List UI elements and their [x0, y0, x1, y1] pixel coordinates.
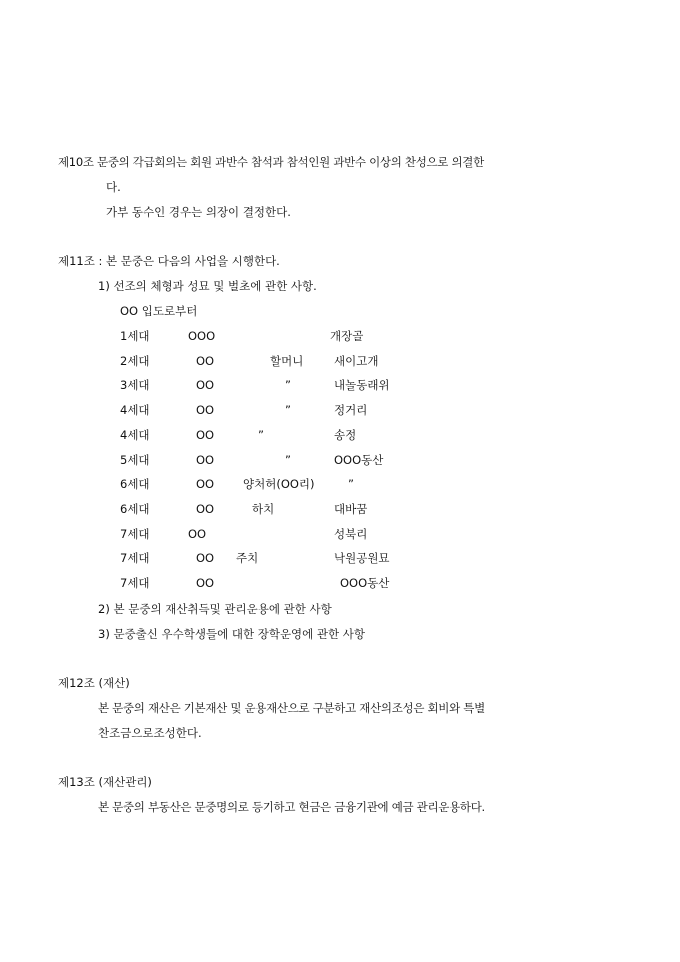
art11-item3: 3) 문중출신 우수학생들에 대한 장학운영에 관한 사항	[98, 627, 366, 641]
relation-cell: ”	[258, 427, 264, 442]
generation-cell: 6세대	[120, 501, 150, 516]
burial-place-cell: 개장골	[330, 329, 364, 343]
art10-line3: 가부 동수인 경우는 의장이 결정한다.	[106, 205, 291, 219]
burial-place-cell: OOO동산	[340, 576, 390, 590]
relation-cell: 하치	[252, 501, 275, 516]
generation-cell: 7세대	[120, 551, 150, 566]
relation-cell: ”	[285, 378, 291, 393]
relation-cell: 양처허(OO리)	[243, 477, 315, 492]
name-cell: OO	[196, 353, 215, 368]
burial-place-cell: 성북리	[334, 526, 368, 541]
name-cell: OO	[196, 477, 215, 492]
burial-place-cell: ”	[348, 477, 354, 492]
relation-cell: 주치	[236, 551, 259, 566]
name-cell: OO	[196, 403, 215, 418]
generation-cell: 5세대	[120, 452, 150, 467]
name-cell: OOO	[188, 329, 216, 343]
art12-line1: 본 문중의 재산은 기본재산 및 운용재산으로 구분하고 재산의조성은 회비와 특별	[98, 701, 485, 715]
art13-heading: 제13조 (재산관리)	[58, 775, 152, 789]
generation-cell: 4세대	[120, 427, 150, 442]
art11-item2: 2) 본 문중의 재산취득및 관리운용에 관한 사항	[98, 602, 332, 616]
burial-place-cell: 정거리	[334, 403, 368, 418]
art10-line1: 제10조 문중의 각급회의는 회원 과반수 참석과 참석인원 과반수 이상의 찬성으로 의결한	[58, 155, 484, 169]
name-cell: OO	[196, 551, 215, 566]
relation-cell: ”	[285, 452, 291, 467]
relation-cell: ”	[285, 403, 291, 418]
burial-place-cell: 송정	[334, 427, 357, 442]
relation-cell: 할머니	[270, 353, 304, 368]
generation-cell: 1세대	[120, 329, 150, 343]
burial-place-cell: 내놀동래위	[334, 378, 390, 393]
generation-cell: 2세대	[120, 353, 150, 368]
burial-place-cell: 대바꿈	[334, 501, 368, 516]
art12-line2: 찬조금으로조성한다.	[98, 726, 202, 740]
art12-heading: 제12조 (재산)	[58, 676, 130, 690]
name-cell: OO	[196, 378, 215, 393]
art13-line1: 본 문중의 부동산은 문중명의로 등기하고 현금은 금융기관에 예금 관리운용하다.	[98, 800, 485, 814]
name-cell: OO	[196, 427, 215, 442]
burial-place-cell: 낙원공원묘	[334, 551, 390, 566]
generation-cell: 3세대	[120, 378, 150, 393]
name-cell: OO	[196, 501, 215, 516]
generation-cell: 7세대	[120, 576, 150, 590]
burial-place-cell: OOO동산	[334, 452, 384, 467]
burial-place-cell: 새이고개	[334, 353, 379, 368]
name-cell: OO	[196, 576, 215, 590]
art11-item1: 1) 선조의 체형과 성묘 및 벌초에 관한 사항.	[98, 279, 317, 293]
generation-cell: 6세대	[120, 477, 150, 492]
generation-cell: 7세대	[120, 526, 150, 541]
name-cell: OO	[188, 526, 207, 541]
art11-heading: 제11조 : 본 문중은 다음의 사업을 시행한다.	[58, 254, 280, 268]
generation-cell: 4세대	[120, 403, 150, 418]
art11-origin: OO 입도로부터	[120, 304, 198, 318]
art10-line2: 다.	[106, 180, 121, 194]
name-cell: OO	[196, 452, 215, 467]
